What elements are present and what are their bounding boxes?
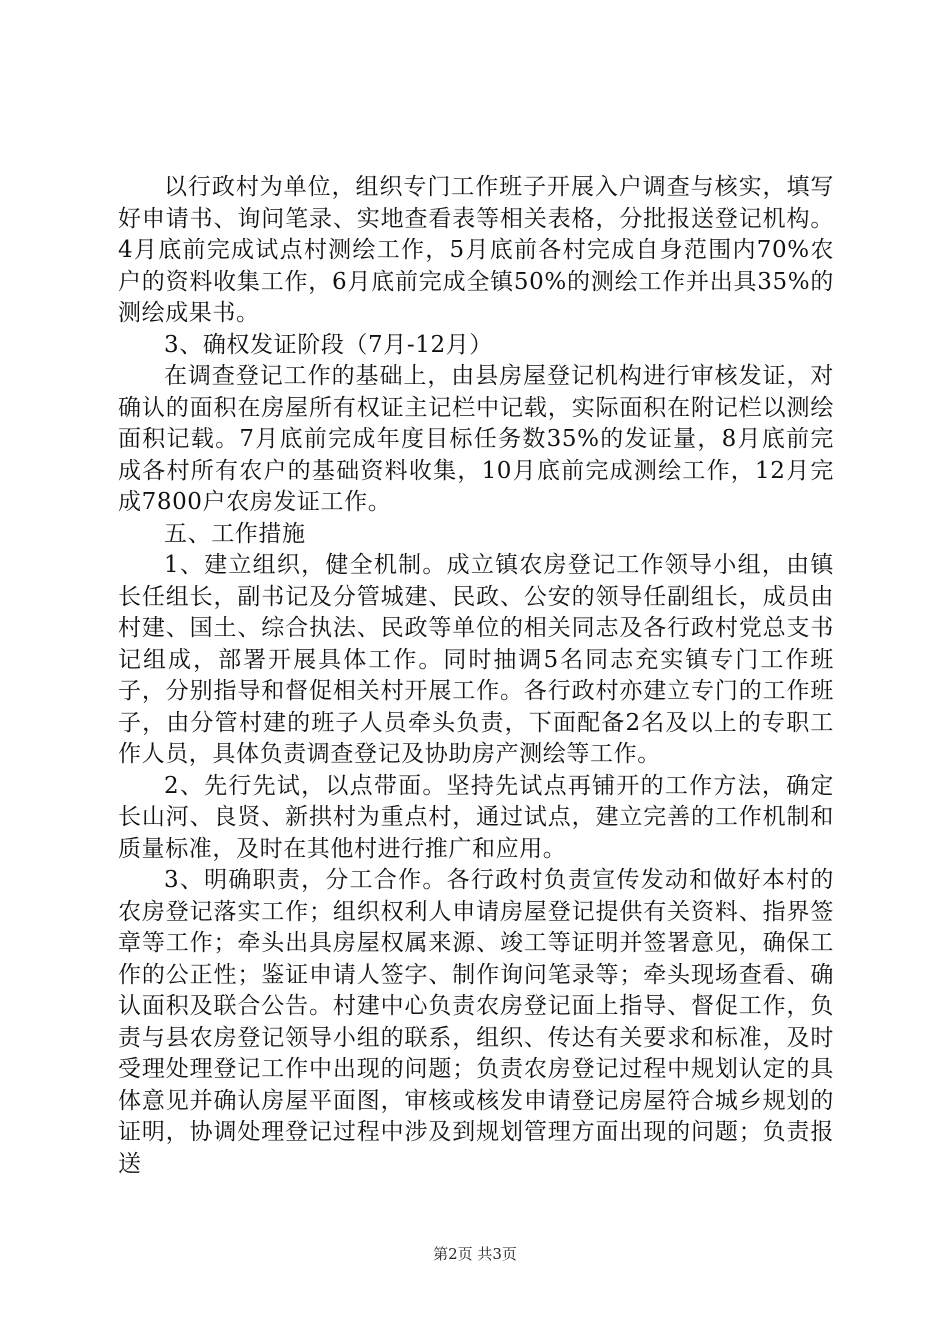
paragraph-survey-work: 以行政村为单位，组织专门工作班子开展入户调查与核实，填写好申请书、询问笔录、实地查看表等相关表格，分批报送登记机构。4月底前完成试点村测绘工作，5月底前各村完成自身范围内70%农户的资料收集工作，6月底前完成全镇50%的测绘工作并出具35%的测绘成果书。 (118, 174, 834, 326)
paragraph-measure-responsibilities: 3、明确职责，分工合作。各行政村负责宣传发动和做好本村的农房登记落实工作；组织权利人申请房屋登记提供有关资料、指界签章等工作；牵头出具房屋权属来源、竣工等证明并签署意见，确保工作的公正性；鉴证申请人签字、制作询问笔录等；牵头现场查看、确认面积及联合公告。村建中心负责农房登记面上指导、督促工作，负责与县农房登记领导小组的联系，组织、传达有关要求和标准，及时受理处理登记工作中出现的问题；负责农房登记过程中规划认定的具体意见并确认房屋平面图，审核或核发申请登记房屋符合城乡规划的证明，协调处理登记过程中涉及到规划管理方面出现的问题；负责报送 (118, 867, 834, 1177)
paragraph-measure-organization: 1、建立组织，健全机制。成立镇农房登记工作领导小组，由镇长任组长，副书记及分管城建、民政、公安的领导任副组长，成员由村建、国土、综合执法、民政等单位的相关同志及各行政村党总支书记组成，部署开展具体工作。同时抽调5名同志充实镇专门工作班子，分别指导和督促相关村开展工作。各行政村亦建立专门的工作班子，由分管村建的班子人员牵头负责，下面配备2名及以上的专职工作人员，具体负责调查登记及协助房产测绘等工作。 (118, 552, 834, 767)
document-body (118, 172, 834, 1180)
page-footer: 第2页 共3页 (433, 1245, 517, 1263)
heading-certification-stage: 3、确权发证阶段（7月-12月） (164, 331, 493, 358)
paragraph-measure-pilot: 2、先行先试，以点带面。坚持先试点再铺开的工作方法，确定长山河、良贤、新拱村为重点村，通过试点，建立完善的工作机制和质量标准，及时在其他村进行推广和应用。 (118, 772, 834, 862)
paragraph-certification-work: 在调查登记工作的基础上，由县房屋登记机构进行审核发证，对确认的面积在房屋所有权证主记栏中记载，实际面积在附记栏以测绘面积记载。7月底前完成年度目标任务数35%的发证量，8月底前完成各村所有农户的基础资料收集，10月底前完成测绘工作，12月完成7800户农房发证工作。 (118, 363, 834, 515)
heading-work-measures: 五、工作措施 (164, 520, 306, 547)
